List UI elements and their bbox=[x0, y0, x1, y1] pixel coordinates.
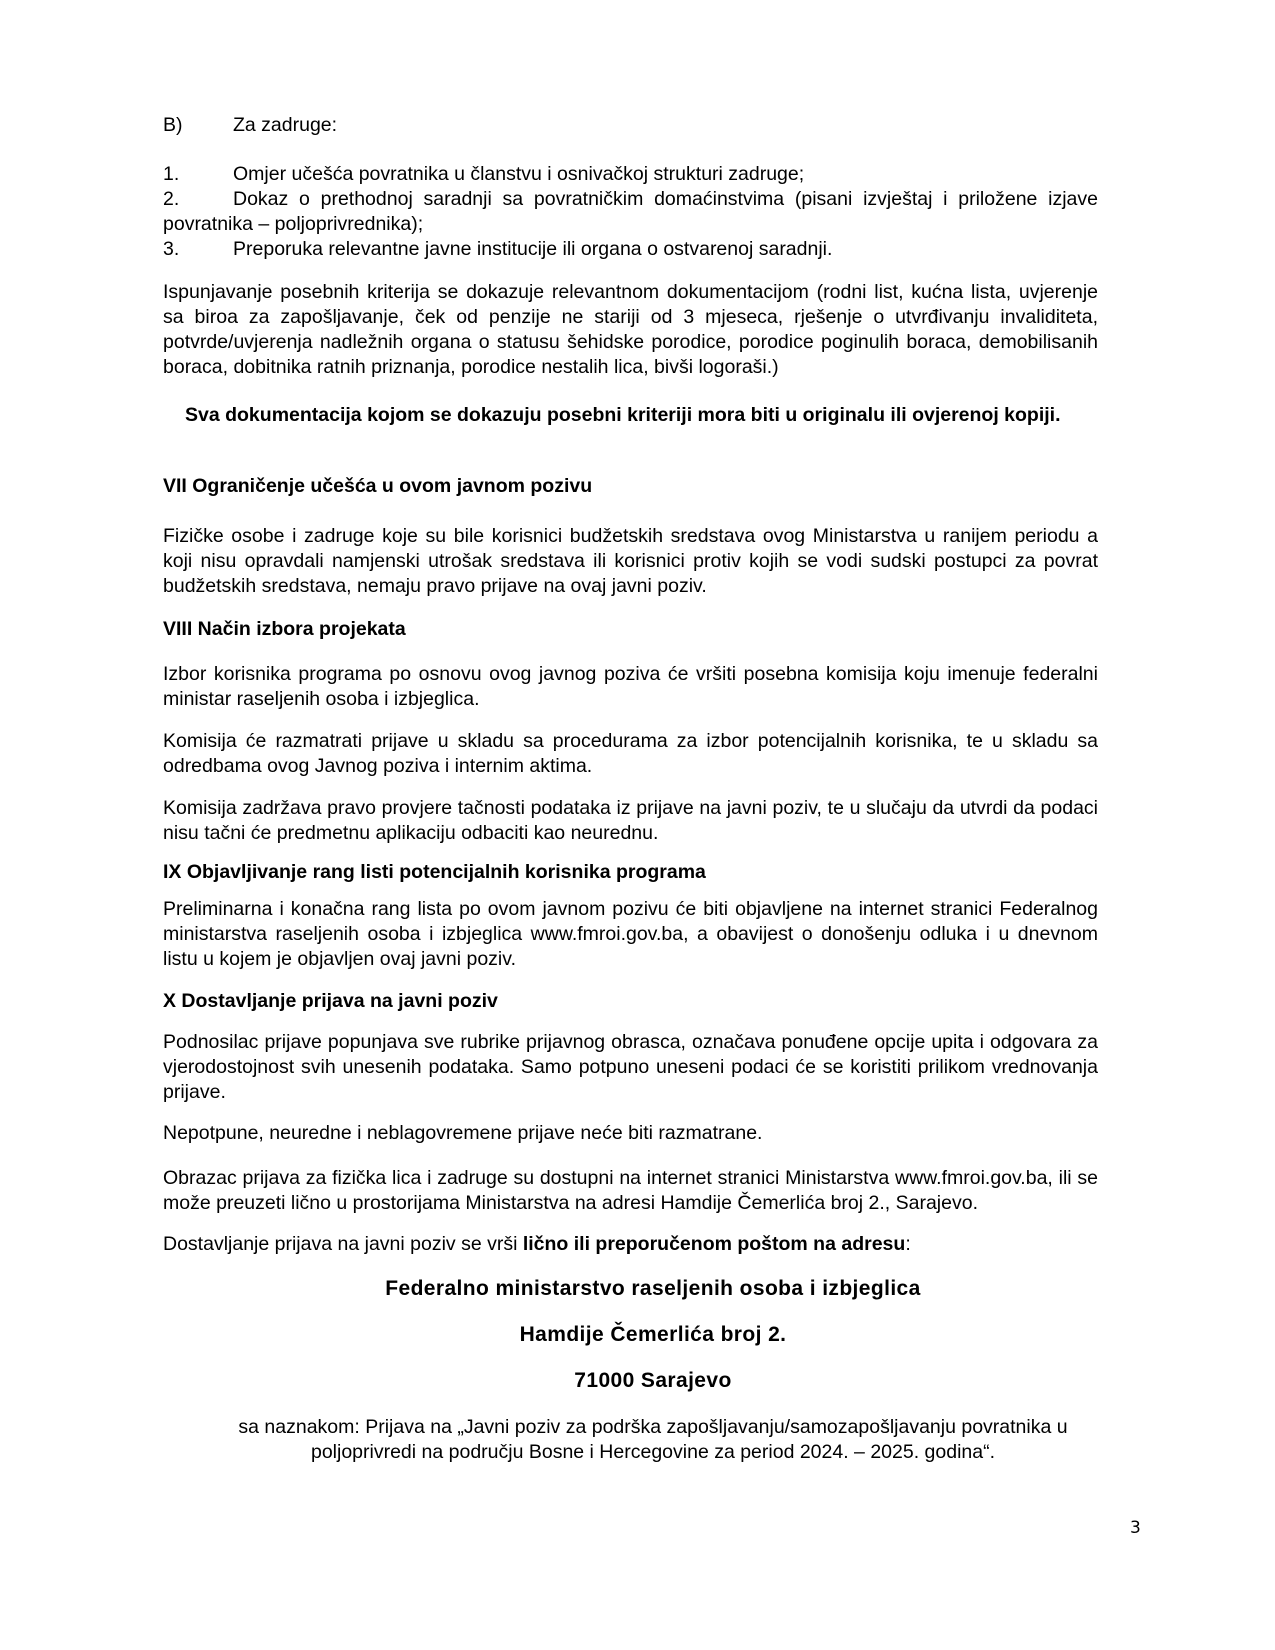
section-vii-text: Fizičke osobe i zadruge koje su bile korisnici budžetskih sredstava ovog Ministarstva u ranijem periodu a koji nisu opravdali namjenski utrošak sredstava ili korisnici protiv kojih se vodi sudski postupci za povrat budžetskih sredstava, nemaju pravo prijave na ovaj javni poziv. bbox=[163, 525, 1098, 597]
list-item: 2. Dokaz o prethodnoj saradnji sa povratničkim domaćinstvima (pisani izvještaj i priložene izjave povratnika – poljoprivrednika); bbox=[163, 188, 1098, 235]
section-x-paragraph: Podnosilac prijave popunjava sve rubrike prijavnog obrasca, označava ponuđene opcije upita i odgovara za vjerodostojnost svih unesenih podataka. Samo potpuno uneseni podaci će se koristiti prilikom vrednovanja prijave. bbox=[163, 1031, 1098, 1103]
delivery-method: lično ili preporučenom poštom na adresu bbox=[522, 1233, 906, 1255]
section-ix-text: Preliminarna i konačna rang lista po ovom javnom pozivu će biti objavljene na internet stranici Federalnog ministarstva raseljenih osoba i izbjeglica www.fmroi.gov.ba, a obavijest o donošenju odluka i u dnevnom listu u kojem je objavljen ovaj javni poziv. bbox=[163, 898, 1098, 970]
list-item: 3. Preporuka relevantne javne institucije ili organa o ostvarenoj saradnji. bbox=[163, 238, 833, 260]
section-b-title: Za zadruge: bbox=[233, 114, 338, 136]
address-line-city: 71000 Sarajevo bbox=[574, 1369, 732, 1392]
section-vii-heading: VII Ograničenje učešća u ovom javnom pozivu bbox=[163, 475, 593, 497]
section-viii-heading: VIII Način izbora projekata bbox=[163, 618, 406, 640]
section-b-header bbox=[163, 113, 1098, 138]
delivery-instruction: Dostavljanje prijava na javni poziv se vrši lično ili preporučenom poštom na adresu: bbox=[163, 1233, 911, 1255]
section-viii-paragraph: Komisija zadržava pravo provjere tačnosti podataka iz prijave na javni poziv, te u slučaju da utvrdi da podaci nisu tačni će predmetnu aplikaciju odbaciti kao neurednu. bbox=[163, 797, 1098, 844]
address-line-ministry: Federalno ministarstvo raseljenih osoba i izbjeglica bbox=[385, 1277, 921, 1300]
submission-note-line: poljoprivredi na području Bosne i Hercegovine za period 2024. – 2025. godina“. bbox=[310, 1441, 996, 1463]
page-number: 3 bbox=[1130, 1518, 1141, 1538]
section-ix-heading: IX Objavljivanje rang listi potencijalnih korisnika programa bbox=[163, 861, 706, 883]
section-viii-paragraph: Izbor korisnika programa po osnovu ovog javnog poziva će vršiti posebna komisija koju imenuje federalni ministar raseljenih osoba i izbjeglica. bbox=[163, 663, 1098, 710]
list-item: 1. Omjer učešća povratnika u članstvu i osnivačkoj strukturi zadruge; bbox=[163, 163, 805, 185]
criteria-paragraph: Ispunjavanje posebnih kriterija se dokazuje relevantnom dokumentacijom (rodni list, kućna lista, uvjerenje sa biroa za zapošljavanje, ček od penzije ne stariji od 3 mjeseca, rješenje o utvrđivanju invaliditeta, potvrde/uvjerenja nadležnih organa o statusu šehidske porodice, porodice poginulih boraca, demobilisanih boraca, dobitnika ratnih priznanja, porodice nestalih lica, bivši logoraši.) bbox=[163, 281, 1098, 378]
submission-note-line: sa naznakom: Prijava na „Javni poziv za podrška zapošljavanju/samozapošljavanju povratnika u bbox=[238, 1416, 1068, 1438]
address-line-street: Hamdije Čemerlića broj 2. bbox=[519, 1323, 787, 1346]
section-viii-paragraph: Komisija će razmatrati prijave u skladu sa procedurama za izbor potencijalnih korisnika, te u skladu sa odredbama ovog Javnog poziva i internim aktima. bbox=[163, 730, 1098, 777]
section-x-paragraph: Obrazac prijava za fizička lica i zadruge su dostupni na internet stranici Ministarstva www.fmroi.gov.ba, ili se može preuzeti lično u prostorijama Ministarstva na adresi Hamdije Čemerlića broj 2., Sarajevo. bbox=[163, 1167, 1098, 1214]
section-b-label: B) bbox=[163, 114, 183, 136]
section-x-paragraph: Nepotpune, neuredne i neblagovremene prijave neće biti razmatrane. bbox=[163, 1122, 763, 1144]
section-x-heading: X Dostavljanje prijava na javni poziv bbox=[163, 990, 498, 1012]
section-b-list bbox=[163, 162, 1098, 262]
criteria-bold-note: Sva dokumentacija kojom se dokazuju posebni kriteriji mora biti u originalu ili ovjerenoj kopiji. bbox=[185, 404, 1061, 426]
